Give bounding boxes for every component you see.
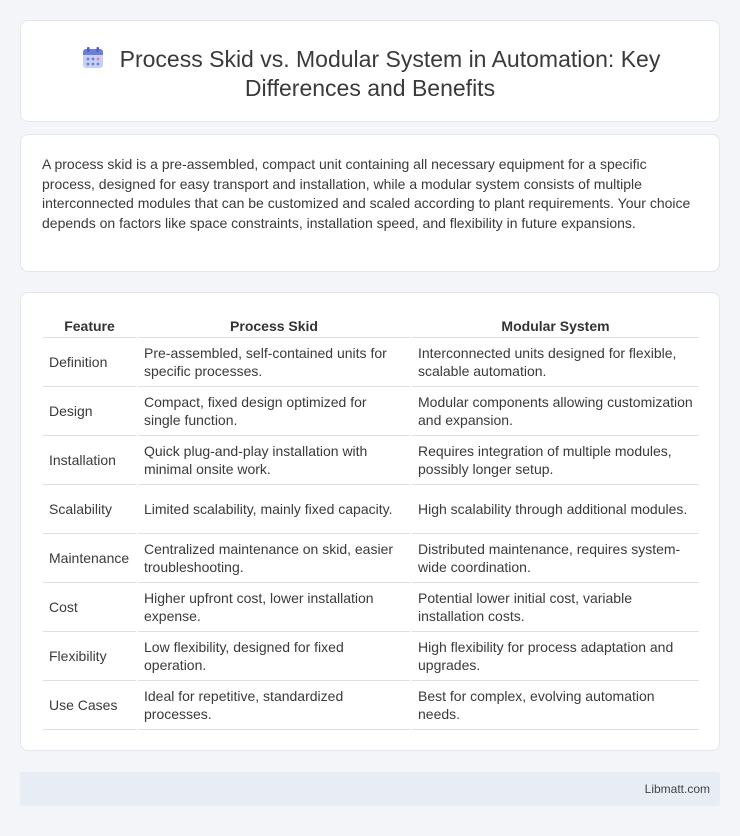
skid-cell: Quick plug-and-play installation with minimal onsite work. (137, 435, 411, 484)
title-wrap (21, 45, 719, 103)
header-feature: Feature (43, 317, 137, 337)
skid-cell: Pre-assembled, self-contained units for specific processes. (137, 337, 411, 386)
modular-cell: High scalability through additional modules. (411, 484, 699, 533)
footer-bar (20, 772, 720, 806)
table-row (43, 680, 699, 729)
table-row (43, 484, 699, 533)
table-row (43, 386, 699, 435)
table-row (43, 435, 699, 484)
skid-cell: Limited scalability, mainly fixed capacity. (137, 484, 411, 533)
header-modular-system: Modular System (411, 317, 699, 337)
feature-cell: Flexibility (43, 631, 137, 680)
calendar-icon (80, 45, 106, 71)
comparison-table (43, 317, 699, 730)
footer-brand-link[interactable]: Libmatt.com (644, 782, 710, 796)
skid-cell: Centralized maintenance on skid, easier troubleshooting. (137, 533, 411, 582)
modular-cell: Interconnected units designed for flexible, scalable automation. (411, 337, 699, 386)
modular-cell: Distributed maintenance, requires system-wide coordination. (411, 533, 699, 582)
intro-paragraph: A process skid is a pre-assembled, compact unit containing all necessary equipment for a specific process, designed for easy transport and installation, while a modular system consists of multiple interconnected modules that can be customized and scaled according to plant requirements. Your choice depends on factors like space constraints, installation speed, and flexibility in future expansions. (42, 156, 691, 231)
skid-cell: Ideal for repetitive, standardized processes. (137, 680, 411, 729)
table-row (43, 337, 699, 386)
table-header-row (43, 317, 699, 337)
modular-cell: Potential lower initial cost, variable installation costs. (411, 582, 699, 631)
modular-cell: High flexibility for process adaptation and upgrades. (411, 631, 699, 680)
title-card (20, 20, 720, 122)
header-process-skid: Process Skid (137, 317, 411, 337)
modular-cell: Requires integration of multiple modules, possibly longer setup. (411, 435, 699, 484)
feature-cell: Definition (43, 337, 137, 386)
page-title: Process Skid vs. Modular System in Automation: Key Differences and Benefits (119, 46, 661, 101)
skid-cell: Higher upfront cost, lower installation expense. (137, 582, 411, 631)
feature-cell: Cost (43, 582, 137, 631)
skid-cell: Low flexibility, designed for fixed operation. (137, 631, 411, 680)
intro-card (20, 134, 720, 272)
table-row (43, 582, 699, 631)
table-row (43, 631, 699, 680)
table-row (43, 533, 699, 582)
feature-cell: Installation (43, 435, 137, 484)
feature-cell: Scalability (43, 484, 137, 533)
skid-cell: Compact, fixed design optimized for single function. (137, 386, 411, 435)
feature-cell: Use Cases (43, 680, 137, 729)
comparison-card (20, 292, 720, 751)
feature-cell: Maintenance (43, 533, 137, 582)
modular-cell: Best for complex, evolving automation needs. (411, 680, 699, 729)
modular-cell: Modular components allowing customization and expansion. (411, 386, 699, 435)
feature-cell: Design (43, 386, 137, 435)
